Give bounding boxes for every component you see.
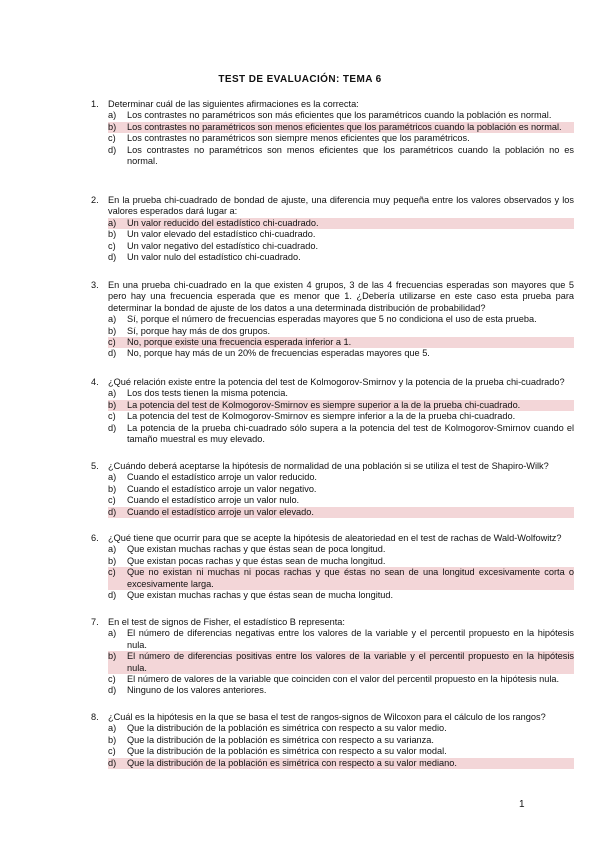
option-letter: d) bbox=[108, 252, 117, 263]
option-text: Que la distribución de la población es simétrica con respecto a su valor modal. bbox=[127, 746, 447, 757]
option-letter: d) bbox=[108, 757, 117, 768]
option-text: Los contrastes no paramétricos son menos eficientes que los paramétricos cuando la población es normal. bbox=[127, 121, 562, 132]
option-letter: c) bbox=[108, 411, 116, 422]
option-text: Cuando el estadístico arroje un valor negativo. bbox=[127, 483, 317, 494]
answer-option bbox=[108, 145, 574, 168]
option-letter: d) bbox=[108, 348, 117, 359]
option-text: Cuando el estadístico arroje un valor elevado. bbox=[127, 506, 314, 517]
option-text: Sí, porque hay más de dos grupos. bbox=[127, 325, 271, 336]
option-text: Que la distribución de la población es simétrica con respecto a su varianza. bbox=[127, 734, 434, 745]
question-number: 8. bbox=[91, 712, 99, 722]
answer-option-highlighted bbox=[108, 400, 574, 411]
option-letter: b) bbox=[108, 399, 117, 410]
document-title: TEST DE EVALUACIÓN: TEMA 6 bbox=[218, 74, 382, 85]
page-number: 1 bbox=[519, 799, 525, 810]
option-text: El número de diferencias positivas entre los valores de la variable y el percentil propuesto en la hipótesis nula. bbox=[127, 651, 574, 673]
option-letter: d) bbox=[108, 590, 117, 601]
question-text: En una prueba chi-cuadrado en la que existen 4 grupos, 3 de las 4 frecuencias esperadas son mayores que 5 pero hay una frecuencia esperada que es menor que 1. ¿Debería utilizarse en este caso esta prueba para determinar la bondad de ajuste de los datos a una determinada distribución de probabilidad? bbox=[108, 280, 574, 313]
option-letter: d) bbox=[108, 685, 117, 696]
question-5 bbox=[0, 461, 600, 518]
answer-option-highlighted bbox=[108, 122, 574, 133]
option-text: Los dos tests tienen la misma potencia. bbox=[127, 388, 288, 399]
question-number: 1. bbox=[91, 99, 99, 109]
option-text: Sí, porque el número de frecuencias esperadas mayores que 5 no condiciona el uso de esta prueba. bbox=[127, 314, 537, 325]
option-text: El número de diferencias negativas entre los valores de la variable y el percentil propuesto en la hipótesis nula. bbox=[127, 628, 574, 650]
question-text: En la prueba chi-cuadrado de bondad de ajuste, una diferencia muy pequeña entre los valores observados y los valores esperados dará lugar a: bbox=[108, 195, 574, 217]
answer-option bbox=[108, 723, 574, 734]
option-letter: a) bbox=[108, 110, 117, 121]
answer-option bbox=[108, 423, 574, 446]
option-text: Los contrastes no paramétricos son menos eficientes que los paramétricos cuando la población no es normal. bbox=[127, 144, 574, 167]
question-2 bbox=[0, 195, 600, 263]
option-letter: c) bbox=[108, 240, 116, 251]
question-3 bbox=[0, 280, 600, 360]
option-text: Que la distribución de la población es simétrica con respecto a su valor medio. bbox=[127, 723, 447, 734]
question-number: 5. bbox=[91, 461, 99, 471]
option-text: Los contrastes no paramétricos son siempre menos eficientes que los paramétricos. bbox=[127, 133, 470, 144]
option-letter: a) bbox=[108, 628, 117, 639]
answer-option bbox=[108, 314, 574, 325]
option-letter: b) bbox=[108, 483, 117, 494]
answer-option bbox=[108, 411, 574, 422]
option-letter: a) bbox=[108, 388, 117, 399]
answer-option bbox=[108, 326, 574, 337]
option-text: Que existan pocas rachas y que éstas sean de mucha longitud. bbox=[127, 555, 386, 566]
option-letter: b) bbox=[108, 555, 117, 566]
option-text: Un valor negativo del estadístico chi-cuadrado. bbox=[127, 240, 319, 251]
answer-option bbox=[108, 252, 574, 263]
answer-option bbox=[108, 628, 574, 651]
question-text: ¿Cuál es la hipótesis en la que se basa el test de rangos-signos de Wilcoxon para el cálculo de los rangos? bbox=[108, 712, 546, 722]
answer-option bbox=[108, 110, 574, 121]
question-1 bbox=[0, 99, 600, 167]
option-letter: c) bbox=[108, 337, 116, 348]
answer-option-highlighted bbox=[108, 567, 574, 590]
option-text: No, porque existe una frecuencia esperada inferior a 1. bbox=[127, 337, 352, 348]
answer-option bbox=[108, 674, 574, 685]
question-number: 3. bbox=[91, 280, 99, 290]
answer-option bbox=[108, 556, 574, 567]
option-text: Un valor nulo del estadístico chi-cuadrado. bbox=[127, 252, 301, 263]
answer-option-highlighted bbox=[108, 337, 574, 348]
question-7 bbox=[0, 617, 600, 697]
answer-option bbox=[108, 735, 574, 746]
option-text: La potencia del test de Kolmogorov-Smirnov es siempre inferior a la de la prueba chi-cuadrado. bbox=[127, 411, 516, 422]
answer-option bbox=[108, 685, 574, 696]
option-text: Cuando el estadístico arroje un valor reducido. bbox=[127, 472, 317, 483]
answer-option bbox=[108, 133, 574, 144]
option-text: Ninguno de los valores anteriores. bbox=[127, 685, 267, 696]
option-letter: b) bbox=[108, 651, 117, 662]
option-text: Cuando el estadístico arroje un valor nulo. bbox=[127, 495, 300, 506]
option-letter: a) bbox=[108, 217, 117, 228]
option-text: Un valor elevado del estadístico chi-cuadrado. bbox=[127, 229, 316, 240]
answer-option bbox=[108, 746, 574, 757]
option-text: Que existan muchas rachas y que éstas sean de mucha longitud. bbox=[127, 590, 394, 601]
option-letter: b) bbox=[108, 734, 117, 745]
answer-option bbox=[108, 241, 574, 252]
option-letter: b) bbox=[108, 121, 117, 132]
question-number: 7. bbox=[91, 617, 99, 627]
answer-option bbox=[108, 388, 574, 399]
option-letter: a) bbox=[108, 723, 117, 734]
option-letter: d) bbox=[108, 506, 117, 517]
option-letter: b) bbox=[108, 229, 117, 240]
option-letter: d) bbox=[108, 144, 117, 155]
option-letter: a) bbox=[108, 544, 117, 555]
answer-option bbox=[108, 348, 574, 359]
option-letter: c) bbox=[108, 133, 116, 144]
answer-option bbox=[108, 229, 574, 240]
question-text: ¿Cuándo deberá aceptarse la hipótesis de normalidad de una población si se utiliza el test de Shapiro-Wilk? bbox=[108, 461, 549, 471]
option-letter: c) bbox=[108, 495, 116, 506]
question-4 bbox=[0, 377, 600, 445]
option-text: Un valor reducido del estadístico chi-cuadrado. bbox=[127, 217, 319, 228]
question-8 bbox=[0, 712, 600, 769]
answer-option bbox=[108, 472, 574, 483]
question-text: ¿Qué tiene que ocurrir para que se acepte la hipótesis de aleatoriedad en el test de rachas de Wald-Wolfowitz? bbox=[108, 533, 562, 543]
option-letter: b) bbox=[108, 325, 117, 336]
answer-option bbox=[108, 544, 574, 555]
question-6 bbox=[0, 533, 600, 601]
option-letter: c) bbox=[108, 567, 116, 578]
option-text: Que la distribución de la población es simétrica con respecto a su valor mediano. bbox=[127, 757, 457, 768]
answer-option bbox=[108, 590, 574, 601]
answer-option-highlighted bbox=[108, 507, 574, 518]
option-letter: a) bbox=[108, 314, 117, 325]
option-text: No, porque hay más de un 20% de frecuencias esperadas mayores que 5. bbox=[127, 348, 430, 359]
question-number: 6. bbox=[91, 533, 99, 543]
option-text: La potencia de la prueba chi-cuadrado sólo supera a la potencia del test de Kolmogorov-Smirnov cuando el tamaño muestral es muy elevado. bbox=[127, 422, 574, 445]
answer-option-highlighted bbox=[108, 651, 574, 674]
option-text: La potencia del test de Kolmogorov-Smirnov es siempre superior a la de la prueba chi-cuadrado. bbox=[127, 399, 521, 410]
answer-option-highlighted bbox=[108, 218, 574, 229]
option-letter: d) bbox=[108, 422, 117, 433]
option-letter: c) bbox=[108, 746, 116, 757]
question-number: 4. bbox=[91, 377, 99, 387]
option-letter: a) bbox=[108, 472, 117, 483]
option-text: Que no existan ni muchas ni pocas rachas y que éstas no sean de una longitud excesivamente corta o excesivamente larga. bbox=[127, 567, 574, 589]
question-text: ¿Qué relación existe entre la potencia del test de Kolmogorov-Smirnov y la potencia de la prueba chi-cuadrado? bbox=[108, 377, 565, 387]
answer-option bbox=[108, 484, 574, 495]
question-text: Determinar cuál de las siguientes afirmaciones es la correcta: bbox=[108, 99, 359, 109]
option-letter: c) bbox=[108, 674, 116, 685]
question-number: 2. bbox=[91, 195, 99, 205]
answer-option bbox=[108, 495, 574, 506]
option-text: Que existan muchas rachas y que éstas sean de poca longitud. bbox=[127, 544, 386, 555]
option-text: El número de valores de la variable que coinciden con el valor del percentil propuesto en la hipótesis nula. bbox=[127, 674, 560, 685]
question-text: En el test de signos de Fisher, el estadístico B representa: bbox=[108, 617, 345, 627]
answer-option-highlighted bbox=[108, 758, 574, 769]
option-text: Los contrastes no paramétricos son más eficientes que los paramétricos cuando la población es normal. bbox=[127, 110, 552, 121]
